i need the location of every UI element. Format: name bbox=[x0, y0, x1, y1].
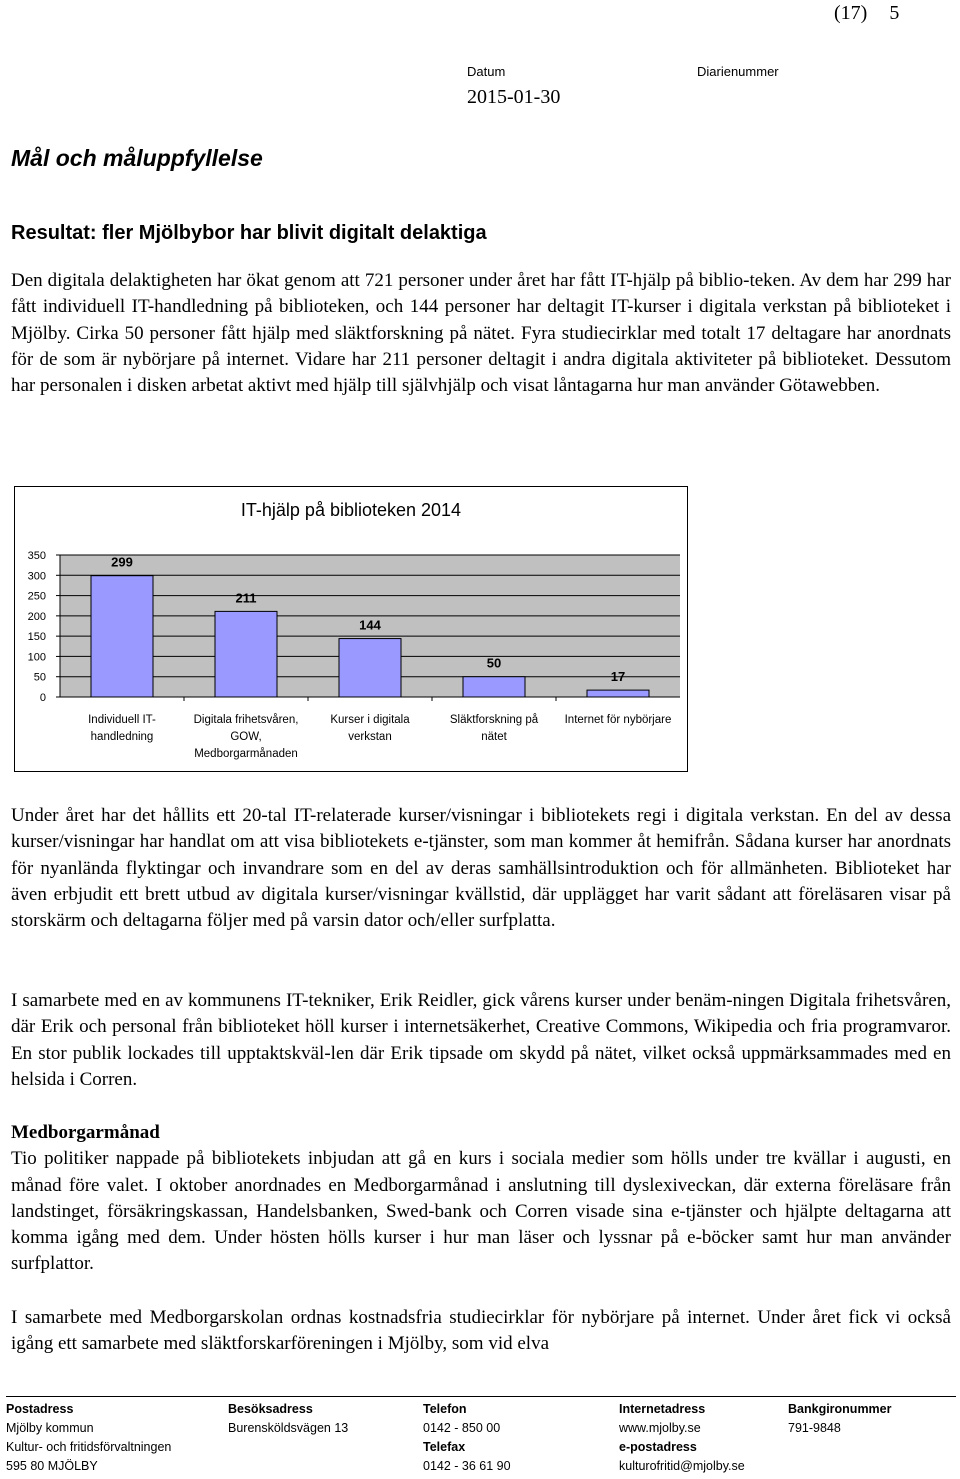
footer-besoksadress bbox=[228, 1400, 348, 1438]
y-tick-label: 250 bbox=[27, 590, 46, 603]
y-tick-label: 150 bbox=[27, 631, 46, 644]
y-tick-label: 50 bbox=[33, 671, 46, 684]
bankgiro-value: 791-9848 bbox=[788, 1421, 841, 1435]
footer bbox=[6, 1396, 956, 1473]
postadress-line2: Kultur- och fritidsförvaltningen bbox=[6, 1440, 172, 1454]
bar bbox=[463, 677, 525, 697]
studycircle-paragraph bbox=[11, 1305, 951, 1358]
y-tick-label: 300 bbox=[27, 570, 46, 583]
footer-bankgiro bbox=[788, 1400, 892, 1438]
bar-data-label: 211 bbox=[235, 590, 257, 606]
telefax-value: 0142 - 36 61 90 bbox=[423, 1459, 511, 1473]
internet-value[interactable]: www.mjolby.se bbox=[619, 1421, 701, 1435]
date-value: 2015-01-30 bbox=[467, 86, 561, 108]
page-indicator bbox=[834, 2, 899, 25]
bar bbox=[587, 690, 649, 697]
result-heading: Resultat: fler Mjölbybor har blivit digitalt delaktiga bbox=[11, 222, 487, 244]
y-tick-label: 0 bbox=[39, 692, 46, 704]
besoksadress-value: Burensköldsvägen 13 bbox=[228, 1421, 349, 1435]
y-tick-label: 350 bbox=[27, 550, 46, 562]
epost-value[interactable]: kulturofritid@mjolby.se bbox=[619, 1459, 745, 1473]
footer-internet bbox=[619, 1400, 745, 1476]
bar bbox=[215, 611, 277, 697]
x-category-label: GOW, bbox=[230, 731, 262, 743]
page-number: 5 bbox=[889, 2, 900, 24]
page-title: Mål och måluppfyllelse bbox=[11, 145, 263, 171]
bar-data-label: 50 bbox=[486, 655, 502, 671]
x-category-label: Individuell IT- bbox=[88, 714, 156, 726]
x-category-label: handledning bbox=[90, 731, 154, 743]
courses-text: Under året har det hållits ett 20-tal IT-relaterade kurser/visningar i bibliotekets regi i digitala verkstan. En del av dessa kurser/visningar har handlat om att visa bibliotekets e-tjänster, som man kommer åt hemifrån. Sådana kurser har anordnats för nyanlända flyktingar och invandrare som en del av deras samhällsintroduktion och för allmänheten. Biblioteket har även erbjudit ett brett utbud av digitala kurser/visningar kvällstid, där upplägget har varit sådant att föreläsaren visar på storskärm och deltagarna följer med på varsin dator och/eller surfplatta. bbox=[11, 805, 951, 932]
x-category-label: Kurser i digitala bbox=[330, 714, 410, 726]
postadress-label: Postadress bbox=[6, 1402, 74, 1416]
intro-text: Den digitala delaktigheten har ökat genom att 721 personer under året har fått IT-hjälp på biblio-teken. Av dem har 299 har fått individuell IT-handledning på biblioteken, och 144 personer har deltagit IT-kurser i digitala verkstan på biblioteket i Mjölby. Cirka 50 personer fått hjälp med släktforskning på nätet. Fyra studiecirklar med totalt 17 deltagare har anordnats för de som är nybörjare på internet. Vidare har 211 personer deltagit i andra digitala aktiviteter på biblioteket. Dessutom har personalen i disken arbetat aktivt med hjälp till självhjälp och visat låntagarna hur man använder Götawebben. bbox=[11, 270, 951, 397]
postadress-line1: Mjölby kommun bbox=[6, 1421, 94, 1435]
diary-number-label: Diarienummer bbox=[697, 64, 779, 79]
medborgar-text: Tio politiker nappade på bibliotekets inbjudan att gå en kurs i sociala medier som hölls under tre kvällar i augusti, en månad före valet. I oktober anordnades en Medborgarmånad i anslutning till dyslexiveckan, där externa föreläsare från landstinget, försäkringskassan, Handelsbanken, Swed-bank och Corren visade sina e-tjänster och hjälpte deltagarna att komma igång med dem. Under hösten hölls kurser i hur man läser och lyssnar på e-böcker samt hur man använder surfplattor. bbox=[11, 1148, 951, 1275]
x-category-label: Internet för nybörjare bbox=[564, 714, 672, 726]
x-category-label: nätet bbox=[481, 731, 507, 743]
studycircle-text: I samarbete med Medborgarskolan ordnas kostnadsfria studiecirklar för nybörjare på internet. Under året fick vi också igång ett samarbete med släktforskarföreningen i Mjölby, som vid elva bbox=[11, 1307, 951, 1355]
chart-title: IT-hjälp på biblioteken 2014 bbox=[240, 500, 462, 520]
bar-data-label: 17 bbox=[610, 669, 626, 685]
x-category-label: verkstan bbox=[348, 731, 392, 743]
besoksadress-label: Besöksadress bbox=[228, 1402, 313, 1416]
bar bbox=[339, 639, 401, 697]
courses-paragraph bbox=[11, 803, 951, 934]
cooperation-text: I samarbete med en av kommunens IT-tekniker, Erik Reidler, gick vårens kurser under benäm-ningen Digitala frihetsvåren, där Erik och personal från biblioteket höll kurser i internetsäkerhet, Creative Commons, Wikipedia och fria programvaror. En stor publik lockades till upptaktskväl-len där Erik tipsade om skydd på nätet, vilket också uppmärksammades med en helsida i Corren. bbox=[11, 990, 951, 1090]
bankgiro-label: Bankgironummer bbox=[788, 1402, 892, 1416]
postadress-line3: 595 80 MJÖLBY bbox=[6, 1459, 98, 1473]
bar-data-label: 144 bbox=[359, 617, 381, 633]
intro-paragraph bbox=[11, 268, 951, 399]
footer-telefon bbox=[423, 1400, 511, 1476]
bar bbox=[91, 576, 153, 697]
telefon-label: Telefon bbox=[423, 1402, 467, 1416]
y-tick-label: 100 bbox=[27, 651, 46, 664]
epost-label: e-postadress bbox=[619, 1440, 697, 1454]
internet-label: Internetadress bbox=[619, 1402, 706, 1416]
medborgar-heading: Medborgarmånad bbox=[11, 1122, 160, 1143]
telefax-label: Telefax bbox=[423, 1440, 466, 1454]
x-category-label: Digitala frihetsvåren, bbox=[193, 714, 299, 726]
telefon-value: 0142 - 850 00 bbox=[423, 1421, 501, 1435]
y-tick-label: 200 bbox=[27, 610, 46, 623]
medborgar-section bbox=[11, 1120, 951, 1278]
x-category-label: Medborgarmånaden bbox=[194, 748, 298, 760]
x-category-label: Släktforskning på bbox=[449, 714, 539, 726]
date-label: Datum bbox=[467, 64, 506, 79]
chart-container bbox=[14, 486, 688, 772]
cooperation-paragraph bbox=[11, 988, 951, 1093]
bar-chart bbox=[15, 487, 687, 771]
page-count: (17) bbox=[834, 2, 868, 24]
bar-data-label: 299 bbox=[111, 554, 133, 570]
footer-postadress bbox=[6, 1400, 171, 1476]
